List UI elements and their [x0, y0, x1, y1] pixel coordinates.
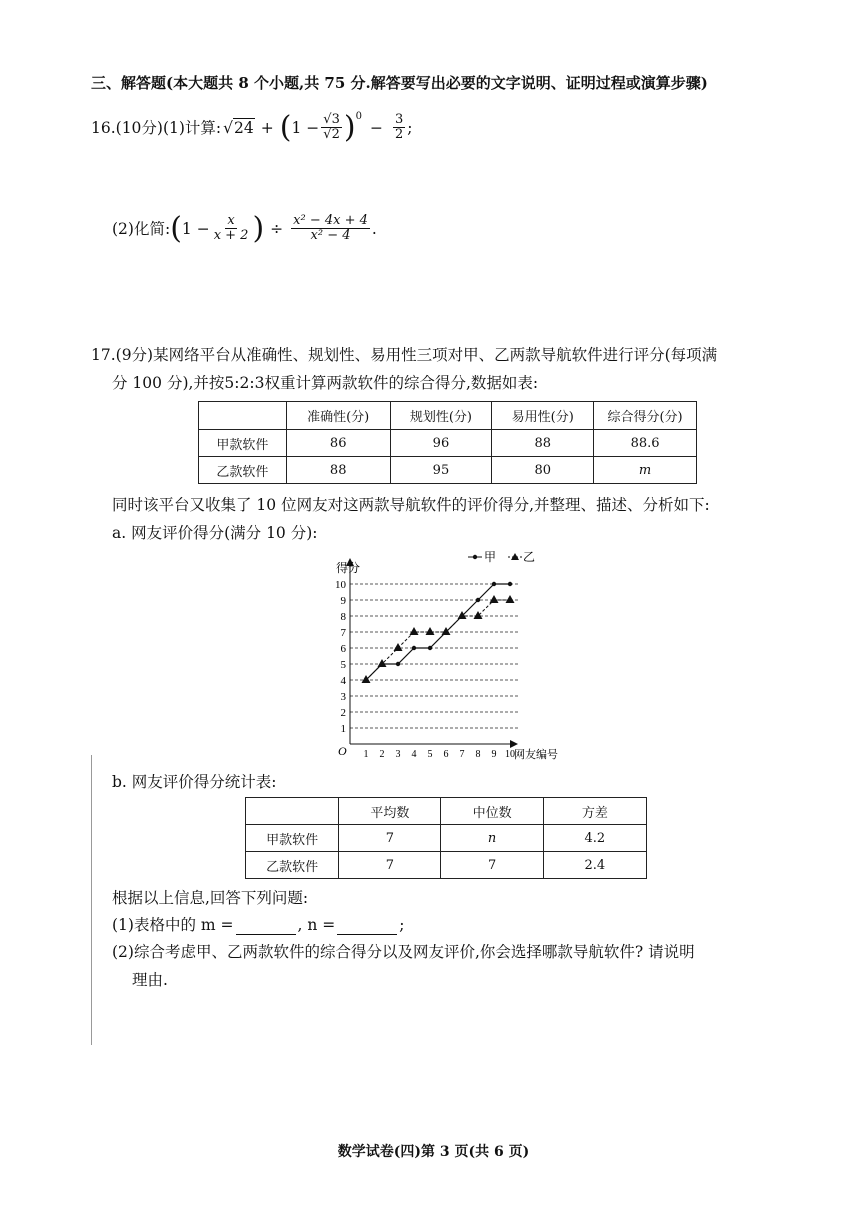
data-point-jia — [508, 582, 512, 586]
y-tick-label: 2 — [340, 707, 346, 719]
x-tick-label: 4 — [411, 749, 417, 760]
x-tick-label: 1 — [363, 749, 369, 760]
q16-prefix: 16.(10分)(1)计算: — [91, 118, 222, 137]
q16-minus: − — [369, 118, 383, 137]
x-tick-label: 10 — [505, 749, 515, 760]
q17-sub1-end: ; — [399, 916, 405, 934]
q16-frac-x-x2: $\frac{x}{x + 2}$ — [213, 213, 249, 244]
table-row: 乙款软件 88 95 80 m — [199, 457, 697, 484]
score-line-chart — [310, 548, 580, 770]
q17-sub1 — [112, 916, 405, 935]
q16-one-minus: 1 − — [291, 118, 320, 137]
y-tick-label: 3 — [340, 691, 346, 703]
q16-sqrt-24: 24 — [234, 118, 254, 137]
y-tick-label: 10 — [335, 579, 346, 591]
answer-blank-n[interactable] — [337, 918, 397, 935]
q17-sub1-text: (1)表格中的 m = — [112, 916, 234, 934]
section-heading: 三、解答题(本大题共 8 个小题,共 75 分.解答要写出必要的文字说明、证明过程或演算步骤) — [91, 74, 708, 92]
legend-label-jia: 甲 — [484, 550, 497, 564]
answer-blank-m[interactable] — [236, 918, 296, 935]
legend-dot-icon — [473, 555, 477, 559]
table-header-row: 准确性(分) 规划性(分) 易用性(分) 综合得分(分) — [199, 402, 697, 430]
q16-period: . — [371, 219, 377, 238]
q16-divide: ÷ — [270, 219, 284, 238]
margin-line — [91, 755, 92, 1045]
x-tick-label: 5 — [427, 749, 433, 760]
table-header-row: 平均数 中位数 方差 — [246, 798, 647, 825]
q17-line2: 分 100 分),并按5:2:3权重计算两款软件的综合得分,数据如表: — [112, 374, 539, 392]
y-tick-label: 1 — [340, 723, 346, 735]
data-point-yi — [410, 627, 419, 635]
y-tick-label: 4 — [340, 675, 346, 687]
x-tick-label: 3 — [395, 749, 401, 760]
table-row: 甲款软件 7 n 4.2 — [246, 825, 647, 852]
page-footer: 数学试卷(四)第 3 页(共 6 页) — [337, 1144, 530, 1160]
y-tick-label: 5 — [340, 659, 346, 671]
x-tick-label: 6 — [443, 749, 449, 760]
q16-part2: (2)化简: ( 1 − $\frac{x}{x + 2}$ ) ÷ $\frac{\text{x² − 4x + 4}}{\text{x² − 4}}$ . — [112, 211, 377, 247]
software-score-table — [198, 401, 697, 484]
x-tick-label: 9 — [491, 749, 497, 760]
y-tick-label: 8 — [340, 611, 346, 623]
data-point-jia — [396, 662, 400, 666]
data-point-yi — [490, 595, 499, 603]
label-b: b. 网友评价得分统计表: — [112, 773, 277, 791]
x-axis-label: 网友编号 — [514, 749, 558, 761]
q16-frac-quadratic: $\frac{\text{x² − 4x + 4}}{\text{x² − 4}}$ — [293, 213, 368, 244]
q16-plus: + — [260, 118, 274, 137]
q16-frac-3-2: $\frac{3}{2}$ — [394, 112, 404, 143]
legend-label-yi: 乙 — [523, 550, 536, 564]
x-tick-label: 7 — [459, 749, 465, 760]
data-point-jia — [476, 598, 480, 602]
y-tick-label: 7 — [340, 627, 346, 639]
data-point-jia — [428, 646, 432, 650]
data-point-yi — [474, 611, 483, 619]
q16-part2-prefix: (2)化简: — [112, 219, 171, 238]
q17-sub1-n: , n = — [297, 916, 336, 934]
y-axis-label: 得分 — [336, 561, 361, 575]
origin-label: O — [338, 744, 347, 758]
x-tick-label: 2 — [379, 749, 385, 760]
q17-sub2-line1: (2)综合考虑甲、乙两款软件的综合得分以及网友评价,你会选择哪款导航软件? 请说明 — [112, 943, 695, 961]
q16-part2-one-minus: 1 − — [181, 219, 210, 238]
q16-semicolon: ; — [407, 118, 413, 137]
table-row: 甲款软件 86 96 88 88.6 — [199, 430, 697, 457]
data-point-yi — [426, 627, 435, 635]
table-row: 乙款软件 7 7 2.4 — [246, 852, 647, 879]
q17-sub2-line2: 理由. — [132, 971, 168, 989]
y-tick-label: 6 — [340, 643, 346, 655]
data-point-jia — [412, 646, 416, 650]
label-a: a. 网友评价得分(满分 10 分): — [112, 524, 318, 542]
q16-frac-sqrt3-sqrt2: $\frac{√3}{√2}$ — [323, 112, 340, 143]
q17-line1: 17.(9分)某网络平台从准确性、规划性、易用性三项对甲、乙两款导航软件进行评分(每项满 — [91, 346, 718, 364]
data-point-yi — [506, 595, 515, 603]
q16-exponent: 0 — [355, 111, 362, 122]
q17-line3: 同时该平台又收集了 10 位网友对这两款导航软件的评价得分,并整理、描述、分析如下: — [112, 496, 710, 514]
y-tick-label: 9 — [340, 595, 346, 607]
q16-part1: 16.(10分)(1)计算: √24 + ( 1 − $\frac{√3}{√2}$ ) 0 − $\frac{3}{2}$ ; — [91, 110, 413, 146]
questions-intro: 根据以上信息,回答下列问题: — [112, 889, 309, 907]
x-tick-label: 8 — [475, 749, 481, 760]
data-point-jia — [492, 582, 496, 586]
rating-stats-table — [245, 797, 647, 879]
